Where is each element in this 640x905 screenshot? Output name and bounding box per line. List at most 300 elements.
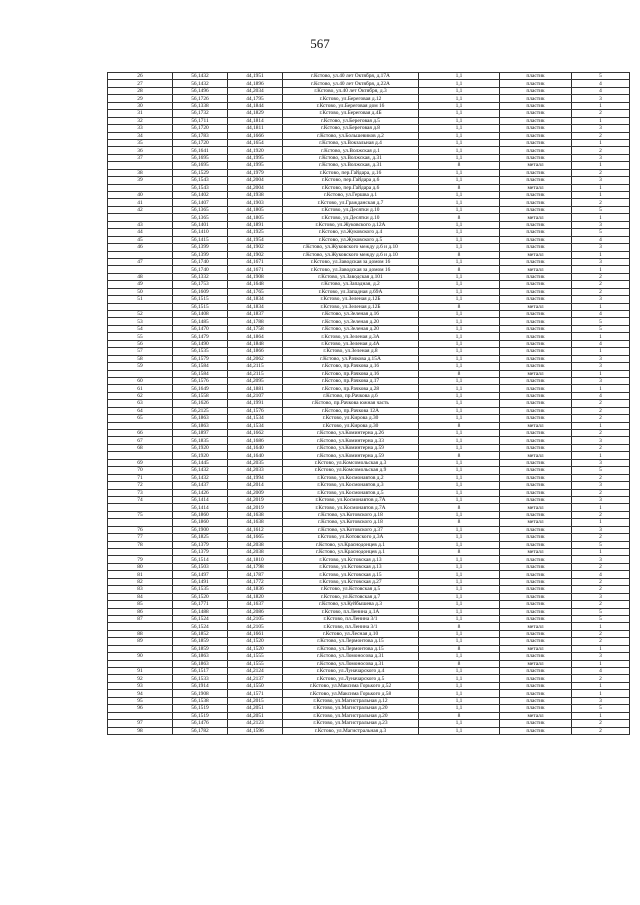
- longitude-cell: 44,2034: [228, 87, 283, 94]
- material-cell: пластик: [500, 325, 572, 332]
- volume-cell: 1,1: [419, 526, 500, 533]
- volume-cell: 1,1: [419, 281, 500, 288]
- address-cell: г.Кстово, ул.Береговая д.5: [283, 117, 419, 124]
- longitude-cell: 44,1994: [228, 474, 283, 481]
- row-number: 31: [108, 110, 173, 117]
- material-cell: металл: [500, 712, 572, 719]
- latitude-cell: 56,1497: [173, 571, 228, 578]
- count-cell: 2: [572, 563, 630, 570]
- row-number: 36: [108, 147, 173, 154]
- count-cell: 2: [572, 638, 630, 645]
- address-cell: г.Кстово, ул.Коминтерна д.26: [283, 430, 419, 437]
- table-row: [108, 615, 630, 622]
- material-cell: пластик: [500, 653, 572, 660]
- table-row: [108, 303, 630, 310]
- table-row: [108, 333, 630, 340]
- material-cell: пластик: [500, 87, 572, 94]
- longitude-cell: 44,2038: [228, 541, 283, 548]
- address-cell: г.Кстово, ул.Кирова д.30: [283, 422, 419, 429]
- latitude-cell: 56,1852: [173, 630, 228, 637]
- row-number: 26: [108, 73, 173, 80]
- volume-cell: 1,1: [419, 638, 500, 645]
- volume-cell: 1,1: [419, 697, 500, 704]
- address-cell: г.Кстово, ул.Вокзальная д.4: [283, 139, 419, 146]
- count-cell: 3: [572, 177, 630, 184]
- address-cell: г.Кстово, ул.Береговая д.8: [283, 125, 419, 132]
- row-number: 55: [108, 333, 173, 340]
- table-row: [108, 214, 630, 221]
- table-row: [108, 489, 630, 496]
- latitude-cell: 56,1535: [173, 348, 228, 355]
- row-number: 32: [108, 117, 173, 124]
- row-number: 57: [108, 348, 173, 355]
- material-cell: пластик: [500, 236, 572, 243]
- latitude-cell: 56,1519: [173, 712, 228, 719]
- latitude-cell: 56,1914: [173, 682, 228, 689]
- count-cell: 3: [572, 526, 630, 533]
- material-cell: пластик: [500, 348, 572, 355]
- longitude-cell: 44,2115: [228, 370, 283, 377]
- material-cell: пластик: [500, 727, 572, 734]
- material-cell: пластик: [500, 192, 572, 199]
- volume-cell: 1,1: [419, 511, 500, 518]
- volume-cell: 1,1: [419, 177, 500, 184]
- address-cell: г.Кстово, ул.Лермонтова д.15: [283, 638, 419, 645]
- row-number: 85: [108, 601, 173, 608]
- volume-cell: 1,1: [419, 377, 500, 384]
- count-cell: 3: [572, 296, 630, 303]
- count-cell: 3: [572, 355, 630, 362]
- material-cell: пластик: [500, 467, 572, 474]
- address-cell: г.Кстово, ул.Заводская д.101: [283, 273, 419, 280]
- count-cell: 1: [572, 519, 630, 526]
- volume-cell: 1,1: [419, 534, 500, 541]
- longitude-cell: 44,1902: [228, 244, 283, 251]
- row-number: 82: [108, 578, 173, 585]
- count-cell: 3: [572, 221, 630, 228]
- address-cell: г.Кстово, ул.Зеленая д.12Б: [283, 303, 419, 310]
- row-number: 98: [108, 727, 173, 734]
- table-row: [108, 526, 630, 533]
- longitude-cell: 44,1661: [228, 630, 283, 637]
- table-row: [108, 452, 630, 459]
- material-cell: пластик: [500, 206, 572, 213]
- row-number: [108, 660, 173, 667]
- row-number: 60: [108, 377, 173, 384]
- row-number: 45: [108, 236, 173, 243]
- latitude-cell: 56,1490: [173, 340, 228, 347]
- material-cell: пластик: [500, 668, 572, 675]
- count-cell: 1: [572, 645, 630, 652]
- material-cell: пластик: [500, 154, 572, 161]
- count-cell: 4: [572, 668, 630, 675]
- volume-cell: 1,1: [419, 363, 500, 370]
- table-row: [108, 519, 630, 526]
- table-row: [108, 578, 630, 585]
- longitude-cell: 44,1820: [228, 593, 283, 600]
- volume-cell: 1,1: [419, 482, 500, 489]
- volume-cell: 1,1: [419, 385, 500, 392]
- volume-cell: 1,1: [419, 132, 500, 139]
- address-cell: г.Кстово, ул.Коминтерна д.59: [283, 444, 419, 451]
- material-cell: металл: [500, 549, 572, 556]
- volume-cell: 1,1: [419, 601, 500, 608]
- row-number: 70: [108, 467, 173, 474]
- row-number: 79: [108, 556, 173, 563]
- longitude-cell: 44,1866: [228, 348, 283, 355]
- count-cell: 1: [572, 385, 630, 392]
- latitude-cell: 56,1897: [173, 430, 228, 437]
- latitude-cell: 56,1576: [173, 377, 228, 384]
- longitude-cell: 44,1662: [228, 430, 283, 437]
- row-number: 95: [108, 697, 173, 704]
- latitude-cell: 56,1863: [173, 653, 228, 660]
- address-cell: г.Кстово, ул.Зеленая д.4А: [283, 340, 419, 347]
- volume-cell: 8: [419, 162, 500, 169]
- material-cell: металл: [500, 214, 572, 221]
- count-cell: 2: [572, 601, 630, 608]
- latitude-cell: 56,1753: [173, 281, 228, 288]
- row-number: 75: [108, 511, 173, 518]
- table-row: [108, 697, 630, 704]
- material-cell: пластик: [500, 496, 572, 503]
- longitude-cell: 44,1637: [228, 601, 283, 608]
- material-cell: пластик: [500, 675, 572, 682]
- latitude-cell: 56,1445: [173, 459, 228, 466]
- material-cell: пластик: [500, 125, 572, 132]
- volume-cell: 8: [419, 303, 500, 310]
- table-row: [108, 206, 630, 213]
- material-cell: пластик: [500, 221, 572, 228]
- latitude-cell: 56,1408: [173, 311, 228, 318]
- volume-cell: 1,1: [419, 325, 500, 332]
- volume-cell: 1,1: [419, 229, 500, 236]
- latitude-cell: 56,1538: [173, 697, 228, 704]
- longitude-cell: 44,1908: [228, 273, 283, 280]
- volume-cell: 1,1: [419, 437, 500, 444]
- address-cell: г.Кстово, ул.Луначарского д.5: [283, 675, 419, 682]
- address-cell: г.Кстово, ул.Комсомольская д.9: [283, 467, 419, 474]
- table-row: [108, 132, 630, 139]
- row-number: 94: [108, 690, 173, 697]
- longitude-cell: 44,1665: [228, 534, 283, 541]
- volume-cell: 1,1: [419, 288, 500, 295]
- volume-cell: 1,1: [419, 690, 500, 697]
- volume-cell: 1,1: [419, 95, 500, 102]
- row-number: [108, 452, 173, 459]
- latitude-cell: 56,1740: [173, 266, 228, 273]
- volume-cell: 8: [419, 452, 500, 459]
- count-cell: 4: [572, 340, 630, 347]
- table-row: [108, 593, 630, 600]
- longitude-cell: 44,1788: [228, 318, 283, 325]
- row-number: [108, 422, 173, 429]
- longitude-cell: 44,1555: [228, 653, 283, 660]
- longitude-cell: 44,2038: [228, 549, 283, 556]
- material-cell: металл: [500, 184, 572, 191]
- material-cell: пластик: [500, 459, 572, 466]
- table-row: [108, 139, 630, 146]
- volume-cell: 1,1: [419, 244, 500, 251]
- material-cell: пластик: [500, 474, 572, 481]
- count-cell: 1: [572, 452, 630, 459]
- table-row: [108, 385, 630, 392]
- count-cell: 2: [572, 147, 630, 154]
- row-number: 71: [108, 474, 173, 481]
- page-number: 567: [310, 36, 330, 51]
- address-cell: г.Кстово, ул.Луначарского д.4: [283, 668, 419, 675]
- material-cell: пластик: [500, 705, 572, 712]
- table-row: [108, 534, 630, 541]
- table-row: [108, 288, 630, 295]
- address-cell: г.Кстово, ул.Магистральная д.20: [283, 705, 419, 712]
- count-cell: 3: [572, 593, 630, 600]
- table-row: [108, 184, 630, 191]
- row-number: 93: [108, 682, 173, 689]
- volume-cell: 1,1: [419, 273, 500, 280]
- latitude-cell: 56,1432: [173, 73, 228, 80]
- row-number: [108, 370, 173, 377]
- latitude-cell: 56,1515: [173, 296, 228, 303]
- count-cell: 4: [572, 236, 630, 243]
- longitude-cell: 44,1995: [228, 154, 283, 161]
- address-cell: г.Кстово, ул.Кирова д.30: [283, 415, 419, 422]
- volume-cell: 1,1: [419, 563, 500, 570]
- address-cell: г.Кстово, пер.Гайдара д.6: [283, 184, 419, 191]
- latitude-cell: 56,1584: [173, 363, 228, 370]
- address-cell: г.Кстово, ул.Космонавтов д.7А: [283, 496, 419, 503]
- row-number: 88: [108, 630, 173, 637]
- latitude-cell: 56,1825: [173, 534, 228, 541]
- material-cell: металл: [500, 303, 572, 310]
- count-cell: 2: [572, 132, 630, 139]
- address-cell: г.Кстово, пл.Ленина д.1А: [283, 608, 419, 615]
- address-cell: г.Кстово, ул.Зеленая д.12Б: [283, 296, 419, 303]
- material-cell: пластик: [500, 281, 572, 288]
- row-number: 67: [108, 437, 173, 444]
- material-cell: металл: [500, 251, 572, 258]
- volume-cell: 1,1: [419, 430, 500, 437]
- material-cell: пластик: [500, 534, 572, 541]
- longitude-cell: 44,2004: [228, 177, 283, 184]
- count-cell: 3: [572, 482, 630, 489]
- longitude-cell: 44,1925: [228, 229, 283, 236]
- longitude-cell: 44,1938: [228, 192, 283, 199]
- address-cell: г.Кстово, пр.Рачкова д.17: [283, 377, 419, 384]
- row-number: 58: [108, 355, 173, 362]
- latitude-cell: 56,1479: [173, 333, 228, 340]
- longitude-cell: 44,2051: [228, 705, 283, 712]
- latitude-cell: 56,1859: [173, 645, 228, 652]
- material-cell: пластик: [500, 407, 572, 414]
- row-number: 59: [108, 363, 173, 370]
- latitude-cell: 56,1437: [173, 482, 228, 489]
- material-cell: пластик: [500, 638, 572, 645]
- longitude-cell: 44,1810: [228, 556, 283, 563]
- volume-cell: 1,1: [419, 586, 500, 593]
- longitude-cell: 44,1795: [228, 95, 283, 102]
- address-cell: г.Кстово, ул.Гражданская д.7: [283, 199, 419, 206]
- count-cell: 5: [572, 467, 630, 474]
- address-cell: г.Кстово, ул.Космонавтов д.7А: [283, 504, 419, 511]
- latitude-cell: 56,1332: [173, 273, 228, 280]
- longitude-cell: 44,1995: [228, 162, 283, 169]
- table-row: [108, 645, 630, 652]
- row-number: 91: [108, 668, 173, 675]
- count-cell: 2: [572, 444, 630, 451]
- table-row: [108, 392, 630, 399]
- table-row: [108, 407, 630, 414]
- latitude-cell: 56,1414: [173, 504, 228, 511]
- count-cell: 5: [572, 229, 630, 236]
- material-cell: металл: [500, 504, 572, 511]
- latitude-cell: 56,1414: [173, 496, 228, 503]
- volume-cell: 1,1: [419, 727, 500, 734]
- latitude-cell: 56,1488: [173, 608, 228, 615]
- table-row: [108, 727, 630, 734]
- address-cell: г.Кстово, ул.Котовского д.3А: [283, 534, 419, 541]
- address-cell: г.Кстово, пр.Рачкова д.28: [283, 385, 419, 392]
- latitude-cell: 56,1626: [173, 400, 228, 407]
- longitude-cell: 44,1654: [228, 139, 283, 146]
- longitude-cell: 44,1805: [228, 214, 283, 221]
- address-cell: г.Кстово, пр.Рачкова д.16: [283, 363, 419, 370]
- address-cell: г.Кстово, ул.40 лет Октября, д.3: [283, 87, 419, 94]
- latitude-cell: 56,1432: [173, 467, 228, 474]
- count-cell: 3: [572, 125, 630, 132]
- row-number: 37: [108, 154, 173, 161]
- count-cell: 2: [572, 489, 630, 496]
- count-cell: 4: [572, 311, 630, 318]
- latitude-cell: 56,1365: [173, 214, 228, 221]
- address-cell: г.Кстово, ул.Береговая дом 16: [283, 102, 419, 109]
- longitude-cell: 44,1772: [228, 578, 283, 585]
- material-cell: пластик: [500, 608, 572, 615]
- material-cell: пластик: [500, 355, 572, 362]
- latitude-cell: 56,1491: [173, 578, 228, 585]
- table-row: [108, 653, 630, 660]
- table-row: [108, 482, 630, 489]
- material-cell: пластик: [500, 615, 572, 622]
- address-cell: г.Кстово, пр.Рачкова 12А: [283, 407, 419, 414]
- address-cell: г.Кстово, ул.Космонавтов д.3: [283, 482, 419, 489]
- count-cell: 5: [572, 325, 630, 332]
- count-cell: 2: [572, 675, 630, 682]
- volume-cell: 1,1: [419, 593, 500, 600]
- material-cell: пластик: [500, 273, 572, 280]
- material-cell: пластик: [500, 593, 572, 600]
- row-number: 73: [108, 489, 173, 496]
- latitude-cell: 56,1720: [173, 125, 228, 132]
- volume-cell: 1,1: [419, 221, 500, 228]
- address-cell: г.Кстово, ул.Волжская, д.31: [283, 162, 419, 169]
- longitude-cell: 44,2105: [228, 615, 283, 622]
- volume-cell: 1,1: [419, 571, 500, 578]
- count-cell: 3: [572, 363, 630, 370]
- table-row: [108, 162, 630, 169]
- table-row: [108, 110, 630, 117]
- row-number: 52: [108, 311, 173, 318]
- count-cell: 1: [572, 184, 630, 191]
- table-row: [108, 556, 630, 563]
- row-number: [108, 162, 173, 169]
- material-cell: пластик: [500, 601, 572, 608]
- latitude-cell: 56,1503: [173, 563, 228, 570]
- records-table: [107, 72, 630, 735]
- address-cell: г.Кстово, ул.Жуковского д.12А: [283, 221, 419, 228]
- latitude-cell: 56,1711: [173, 117, 228, 124]
- longitude-cell: 44,1671: [228, 266, 283, 273]
- table-row: [108, 668, 630, 675]
- longitude-cell: 44,1571: [228, 690, 283, 697]
- volume-cell: 8: [419, 549, 500, 556]
- longitude-cell: 44,2123: [228, 720, 283, 727]
- material-cell: пластик: [500, 102, 572, 109]
- material-cell: пластик: [500, 690, 572, 697]
- material-cell: пластик: [500, 511, 572, 518]
- address-cell: г.Кстово, ул.Десятки д.10: [283, 214, 419, 221]
- latitude-cell: 56,1399: [173, 244, 228, 251]
- longitude-cell: 44,1534: [228, 415, 283, 422]
- table-row: [108, 318, 630, 325]
- table-row: [108, 102, 630, 109]
- volume-cell: 1,1: [419, 206, 500, 213]
- table-row: [108, 95, 630, 102]
- count-cell: 2: [572, 586, 630, 593]
- address-cell: г.Кстово, ул.Жуковского между д.6 и д.10: [283, 244, 419, 251]
- table-row: [108, 87, 630, 94]
- longitude-cell: 44,1979: [228, 169, 283, 176]
- volume-cell: 1,1: [419, 541, 500, 548]
- table-row: [108, 296, 630, 303]
- latitude-cell: 56,1410: [173, 229, 228, 236]
- table-row: [108, 682, 630, 689]
- table-row: [108, 154, 630, 161]
- count-cell: 1: [572, 712, 630, 719]
- address-cell: г.Кстово, ул.Волжская д.1: [283, 147, 419, 154]
- latitude-cell: 56,1426: [173, 489, 228, 496]
- row-number: 96: [108, 705, 173, 712]
- longitude-cell: 44,1671: [228, 258, 283, 265]
- latitude-cell: 56,1720: [173, 139, 228, 146]
- row-number: 43: [108, 221, 173, 228]
- table-row: [108, 340, 630, 347]
- latitude-cell: 56,1579: [173, 355, 228, 362]
- row-number: 48: [108, 273, 173, 280]
- longitude-cell: 44,2051: [228, 712, 283, 719]
- latitude-cell: 56,1535: [173, 586, 228, 593]
- table-row: [108, 675, 630, 682]
- count-cell: 2: [572, 430, 630, 437]
- count-cell: 2: [572, 415, 630, 422]
- material-cell: пластик: [500, 363, 572, 370]
- material-cell: пластик: [500, 258, 572, 265]
- count-cell: 3: [572, 95, 630, 102]
- volume-cell: 1,1: [419, 675, 500, 682]
- row-number: 86: [108, 608, 173, 615]
- longitude-cell: 44,1520: [228, 645, 283, 652]
- longitude-cell: 44,1798: [228, 563, 283, 570]
- count-cell: 2: [572, 407, 630, 414]
- material-cell: пластик: [500, 541, 572, 548]
- longitude-cell: 44,1902: [228, 251, 283, 258]
- count-cell: 1: [572, 348, 630, 355]
- material-cell: пластик: [500, 288, 572, 295]
- address-cell: г.Кстово, пр.Рачкова южная часть: [283, 400, 419, 407]
- material-cell: металл: [500, 452, 572, 459]
- volume-cell: 8: [419, 214, 500, 221]
- volume-cell: 1,1: [419, 258, 500, 265]
